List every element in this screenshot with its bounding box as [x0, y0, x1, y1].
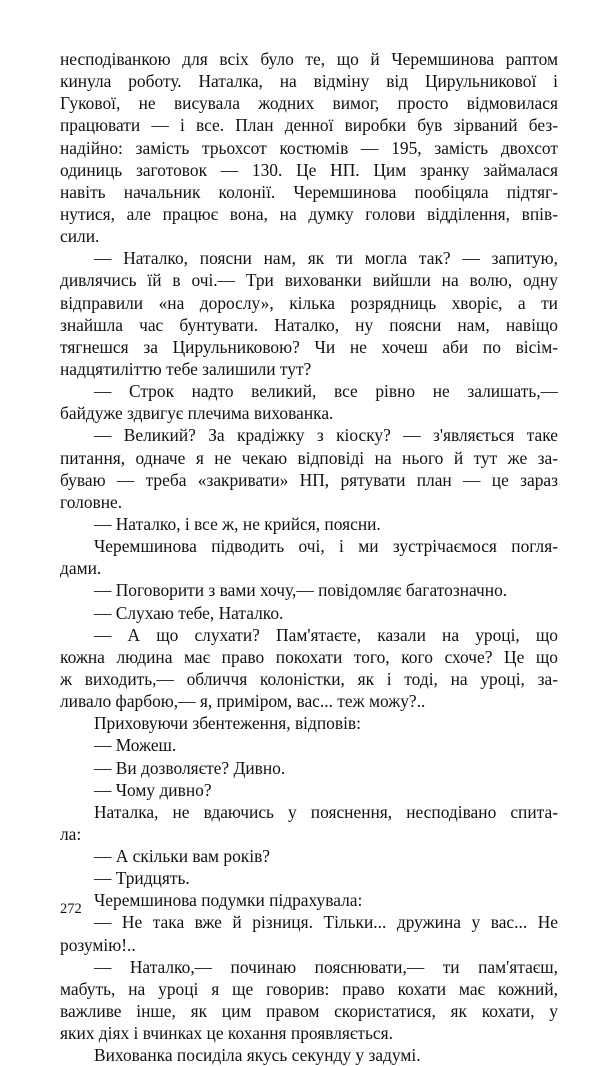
text-line: ж виходить,— обличчя колоністки, як і тоді, на уроці, за- [60, 668, 558, 689]
text-line: Черемшинова подумки підрахувала: [94, 890, 363, 911]
text-line: — Слухаю тебе, Наталко. [94, 602, 284, 623]
body-text [60, 48, 558, 1066]
text-line: нутися, але працює вона, на думку голови відділення, впів- [60, 203, 558, 224]
text-line: навіть начальник колонії. Черемшинова пообіцяла підтяг- [60, 181, 558, 202]
text-line: — Чому дивно? [94, 779, 212, 800]
text-line: питання, одначе я не чекаю відповіді на нього й тут же за- [60, 447, 558, 468]
text-line: Приховуючи збентеження, відповів: [94, 713, 361, 734]
text-line: Черемшинова підводить очі, і ми зустрічаємося погля- [94, 536, 558, 557]
text-line: знайшла час бунтувати. Наталко, ну поясни нам, навіщо [60, 314, 558, 335]
text-line: — Не така вже й різниця. Тільки... дружина у вас... Не [94, 912, 558, 933]
text-line: важливе інше, як цим правом скористатися, як кохати, у [60, 1001, 558, 1022]
text-line: — Великий? За крадіжку з кіоску? — з'являється таке [94, 425, 558, 446]
text-line: розумію!.. [60, 934, 136, 955]
text-line: дами. [60, 558, 102, 579]
text-line: одиниць заготовок — 130. Це НП. Цим зранку займалася [60, 159, 558, 180]
text-line: надцятиліттю тебе залишили тут? [60, 358, 312, 379]
text-line: мабуть, на уроці я ще говорив: право кохати має кожний, [60, 978, 558, 999]
text-line: — Тридцять. [94, 868, 190, 889]
text-line: ливало фарбою,— я, приміром, вас... теж можу?.. [60, 691, 426, 712]
text-line: Наталка, не вдаючись у пояснення, несподівано спита- [94, 801, 558, 822]
page-number: 272 [60, 901, 82, 917]
text-line: працювати — і все. План денної виробки був зірваний без- [60, 115, 558, 136]
text-line: сили. [60, 226, 100, 247]
text-line: — Можеш. [94, 735, 177, 756]
text-line: Вихованка посиділа якусь секунду у задумі. [94, 1045, 421, 1066]
text-line: — Строк надто великий, все рівно не залишать,— [94, 381, 558, 402]
text-line: дивлячись їй в очі.— Три вихованки вийшли на волю, одну [60, 270, 558, 291]
text-line: — Наталко, і все ж, не крийся, поясни. [94, 513, 381, 534]
text-line: ла: [60, 823, 82, 844]
text-line: тягнешся за Цирульниковою? Чи не хочеш аби по вісім- [60, 336, 558, 357]
text-line: надійно: замість трьохсот костюмів — 195, замість двохсот [60, 137, 558, 158]
text-line: байдуже здвигує плечима вихованка. [60, 403, 334, 424]
text-line: — Наталко,— починаю пояснювати,— ти пам'ятаєш, [94, 956, 558, 977]
text-line: — А що слухати? Пам'ятаєте, казали на уроці, що [94, 624, 558, 645]
text-line: яких діях і вчинках це кохання проявляється. [60, 1023, 393, 1044]
text-line: буваю — треба «закривати» НП, рятувати план — це зараз [60, 469, 558, 490]
text-line: — Наталко, поясни нам, як ти могла так? — запитую, [94, 248, 558, 269]
text-line: кинула роботу. Наталка, на відміну від Цирульникової і [60, 71, 558, 92]
text-line: — Поговорити з вами хочу,— повідомляє багатозначно. [94, 580, 508, 601]
text-line: кожна людина має право покохати того, кого схоче? Це що [60, 646, 558, 667]
text-line: несподіванкою для всіх було те, що й Черемшинова раптом [60, 49, 558, 69]
text-line: відправили «на дорослу», кілька розрядниць хворіє, а ти [60, 292, 558, 313]
text-line: головне. [60, 491, 123, 512]
text-line: Гукової, не висувала жодних вимог, просто відмовилася [60, 93, 558, 114]
text-line: — Ви дозволяєте? Дивно. [94, 757, 286, 778]
text-line: — А скільки вам років? [94, 846, 271, 867]
